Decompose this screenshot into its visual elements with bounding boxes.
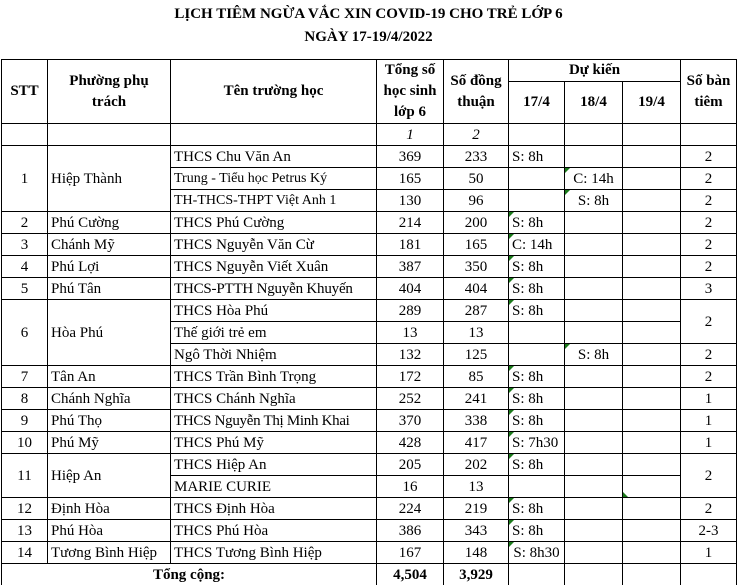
cell-truong: THCS-PTTH Nguyễn Khuyến [171,278,377,300]
cell-phuong: Phú Lợi [48,256,171,278]
cell-19-4 [623,454,681,476]
cell-dong-thuan: 200 [444,212,509,234]
cell-dong-thuan: 338 [444,410,509,432]
cell-17-4: S: 8h [509,410,565,432]
cell-17-4 [509,476,565,498]
cell-17-4: S: 7h30 [509,432,565,454]
cell-so-ban: 3 [681,278,737,300]
vaccination-schedule-table [1,59,737,585]
cell-19-4 [623,234,681,256]
cell-stt: 4 [2,256,48,278]
cell-18-4 [565,498,623,520]
cell-19-4 [623,322,681,344]
table-row [2,388,737,410]
cell-stt: 9 [2,410,48,432]
cell-tong: 289 [377,300,444,322]
cell-so-ban: 2 [681,212,737,234]
cell-so-ban: 2-3 [681,520,737,542]
cell-truong: THCS Phú Mỹ [171,432,377,454]
cell-dong-thuan: 241 [444,388,509,410]
cell-19-4 [623,498,681,520]
cell-truong: THCS Định Hòa [171,498,377,520]
cell-dong-thuan: 219 [444,498,509,520]
header-blank-cell [2,124,48,146]
cell-truong: THCS Hòa Phú [171,300,377,322]
cell-phuong: Hiệp An [48,454,171,498]
cell-19-4 [623,146,681,168]
cell-stt: 6 [2,300,48,366]
cell-dong-thuan: 202 [444,454,509,476]
cell-19-4 [623,410,681,432]
cell-18-4 [565,476,623,498]
table-row [2,212,737,234]
total-row [2,564,737,586]
column-number-2: 2 [444,124,509,146]
cell-tong: 224 [377,498,444,520]
cell-19-4 [623,190,681,212]
cell-so-ban: 2 [681,168,737,190]
cell-17-4: S: 8h [509,300,565,322]
cell-dong-thuan: 350 [444,256,509,278]
header-stt: STT [2,60,48,124]
cell-truong: Ngô Thời Nhiệm [171,344,377,366]
cell-truong: Thế giới trẻ em [171,322,377,344]
cell-so-ban: 1 [681,388,737,410]
cell-17-4 [509,168,565,190]
table-row [2,300,737,322]
cell-so-ban: 2 [681,498,737,520]
header-blank-cell [565,124,623,146]
cell-19-4 [623,432,681,454]
header-date-19: 19/4 [623,82,681,124]
cell-phuong: Phú Thọ [48,410,171,432]
cell-19-4 [623,520,681,542]
cell-truong: THCS Chánh Nghĩa [171,388,377,410]
cell-17-4: S: 8h [509,388,565,410]
cell-stt: 10 [2,432,48,454]
total-blank [681,564,737,586]
cell-stt: 14 [2,542,48,564]
cell-tong: 132 [377,344,444,366]
cell-dong-thuan: 417 [444,432,509,454]
table-row [2,520,737,542]
cell-dong-thuan: 13 [444,322,509,344]
cell-tong: 172 [377,366,444,388]
cell-so-ban: 2 [681,454,737,498]
cell-phuong: Tân An [48,366,171,388]
header-so-ban: Số bàn tiêm [681,60,737,124]
cell-18-4: S: 8h [565,190,623,212]
table-row [2,432,737,454]
cell-truong: THCS Phú Hòa [171,520,377,542]
cell-phuong: Tương Bình Hiệp [48,542,171,564]
cell-17-4 [509,322,565,344]
cell-dong-thuan: 96 [444,190,509,212]
cell-18-4 [565,410,623,432]
cell-tong: 205 [377,454,444,476]
cell-tong: 13 [377,322,444,344]
cell-truong: Trung - Tiểu học Petrus Ký [171,168,377,190]
cell-phuong: Phú Tân [48,278,171,300]
cell-18-4 [565,146,623,168]
cell-18-4 [565,432,623,454]
cell-18-4 [565,256,623,278]
total-tong: 4,504 [377,564,444,586]
cell-truong: THCS Nguyễn Văn Cừ [171,234,377,256]
total-blank [509,564,565,586]
cell-truong: MARIE CURIE [171,476,377,498]
cell-dong-thuan: 148 [444,542,509,564]
cell-19-4 [623,212,681,234]
cell-tong: 130 [377,190,444,212]
cell-tong: 214 [377,212,444,234]
cell-18-4 [565,300,623,322]
cell-stt: 1 [2,146,48,212]
table-row [2,366,737,388]
cell-18-4 [565,520,623,542]
cell-truong: THCS Phú Cường [171,212,377,234]
cell-tong: 404 [377,278,444,300]
cell-truong: THCS Nguyễn Thị Minh Khai [171,410,377,432]
cell-tong: 428 [377,432,444,454]
table-row [2,410,737,432]
header-dong-thuan: Số đồng thuận [444,60,509,124]
cell-phuong: Phú Cường [48,212,171,234]
cell-stt: 13 [2,520,48,542]
total-dong-thuan: 3,929 [444,564,509,586]
cell-stt: 12 [2,498,48,520]
cell-19-4 [623,168,681,190]
cell-17-4 [509,190,565,212]
cell-18-4 [565,322,623,344]
header-tong-so: Tổng số học sinh lớp 6 [377,60,444,124]
cell-truong: TH-THCS-THPT Việt Anh 1 [171,190,377,212]
cell-so-ban: 2 [681,256,737,278]
cell-so-ban: 2 [681,366,737,388]
cell-phuong: Chánh Nghĩa [48,388,171,410]
header-truong: Tên trường học [171,60,377,124]
cell-tong: 167 [377,542,444,564]
cell-tong: 165 [377,168,444,190]
header-date-18: 18/4 [565,82,623,124]
header-blank-cell [509,124,565,146]
cell-19-4 [623,542,681,564]
cell-18-4 [565,234,623,256]
cell-phuong: Phú Hòa [48,520,171,542]
cell-phuong: Định Hòa [48,498,171,520]
table-row [2,234,737,256]
header-phuong: Phường phụ trách [48,60,171,124]
cell-19-4 [623,366,681,388]
cell-19-4 [623,344,681,366]
cell-dong-thuan: 50 [444,168,509,190]
cell-so-ban: 2 [681,146,737,168]
header-du-kien: Dự kiến [509,60,681,82]
header-blank-cell [171,124,377,146]
title-line-2: NGÀY 17-19/4/2022 [304,29,433,45]
total-blank [623,564,681,586]
cell-tong: 387 [377,256,444,278]
cell-stt: 8 [2,388,48,410]
total-label: Tổng cộng: [2,564,377,586]
cell-18-4 [565,212,623,234]
header-date-17: 17/4 [509,82,565,124]
cell-17-4: S: 8h30 [509,542,565,564]
cell-17-4: S: 8h [509,278,565,300]
cell-19-4 [623,388,681,410]
cell-tong: 181 [377,234,444,256]
cell-phuong: Chánh Mỹ [48,234,171,256]
cell-dong-thuan: 343 [444,520,509,542]
cell-truong: THCS Nguyễn Viết Xuân [171,256,377,278]
cell-19-4 [623,256,681,278]
cell-17-4: S: 8h [509,366,565,388]
cell-phuong: Hiệp Thành [48,146,171,212]
cell-19-4 [623,300,681,322]
cell-dong-thuan: 287 [444,300,509,322]
cell-17-4: S: 8h [509,498,565,520]
cell-dong-thuan: 233 [444,146,509,168]
cell-truong: THCS Hiệp An [171,454,377,476]
cell-so-ban: 2 [681,190,737,212]
cell-dong-thuan: 404 [444,278,509,300]
cell-18-4: S: 8h [565,344,623,366]
cell-stt: 11 [2,454,48,498]
cell-stt: 2 [2,212,48,234]
cell-17-4: S: 8h [509,256,565,278]
cell-so-ban: 2 [681,344,737,366]
cell-17-4: C: 14h [509,234,565,256]
cell-18-4 [565,388,623,410]
cell-so-ban: 1 [681,410,737,432]
header-blank-cell [623,124,681,146]
cell-17-4: S: 8h [509,146,565,168]
cell-18-4 [565,278,623,300]
cell-truong: THCS Trần Bình Trọng [171,366,377,388]
cell-18-4 [565,454,623,476]
table-row [2,498,737,520]
cell-dong-thuan: 125 [444,344,509,366]
cell-17-4: S: 8h [509,454,565,476]
cell-18-4: C: 14h [565,168,623,190]
cell-phuong: Phú Mỹ [48,432,171,454]
cell-19-4 [623,278,681,300]
header-blank-cell [681,124,737,146]
table-row [2,256,737,278]
cell-tong: 386 [377,520,444,542]
cell-so-ban: 2 [681,234,737,256]
cell-so-ban: 1 [681,542,737,564]
cell-dong-thuan: 85 [444,366,509,388]
cell-tong: 252 [377,388,444,410]
cell-dong-thuan: 165 [444,234,509,256]
cell-so-ban: 1 [681,432,737,454]
table-row [2,454,737,476]
header-blank-cell [48,124,171,146]
table-row [2,278,737,300]
cell-17-4: S: 8h [509,520,565,542]
column-number-1: 1 [377,124,444,146]
cell-phuong: Hòa Phú [48,300,171,366]
cell-dong-thuan: 13 [444,476,509,498]
cell-17-4 [509,344,565,366]
cell-tong: 369 [377,146,444,168]
cell-stt: 7 [2,366,48,388]
cell-truong: THCS Tương Bình Hiệp [171,542,377,564]
cell-tong: 16 [377,476,444,498]
cell-tong: 370 [377,410,444,432]
cell-18-4 [565,366,623,388]
title-line-1: LỊCH TIÊM NGỪA VẮC XIN COVID-19 CHO TRẺ LỚP 6 [174,6,563,22]
cell-stt: 3 [2,234,48,256]
cell-stt: 5 [2,278,48,300]
total-blank [565,564,623,586]
cell-19-4 [623,476,681,498]
cell-18-4 [565,542,623,564]
cell-17-4: S: 8h [509,212,565,234]
table-row [2,542,737,564]
cell-truong: THCS Chu Văn An [171,146,377,168]
table-row [2,146,737,168]
cell-so-ban: 2 [681,300,737,344]
